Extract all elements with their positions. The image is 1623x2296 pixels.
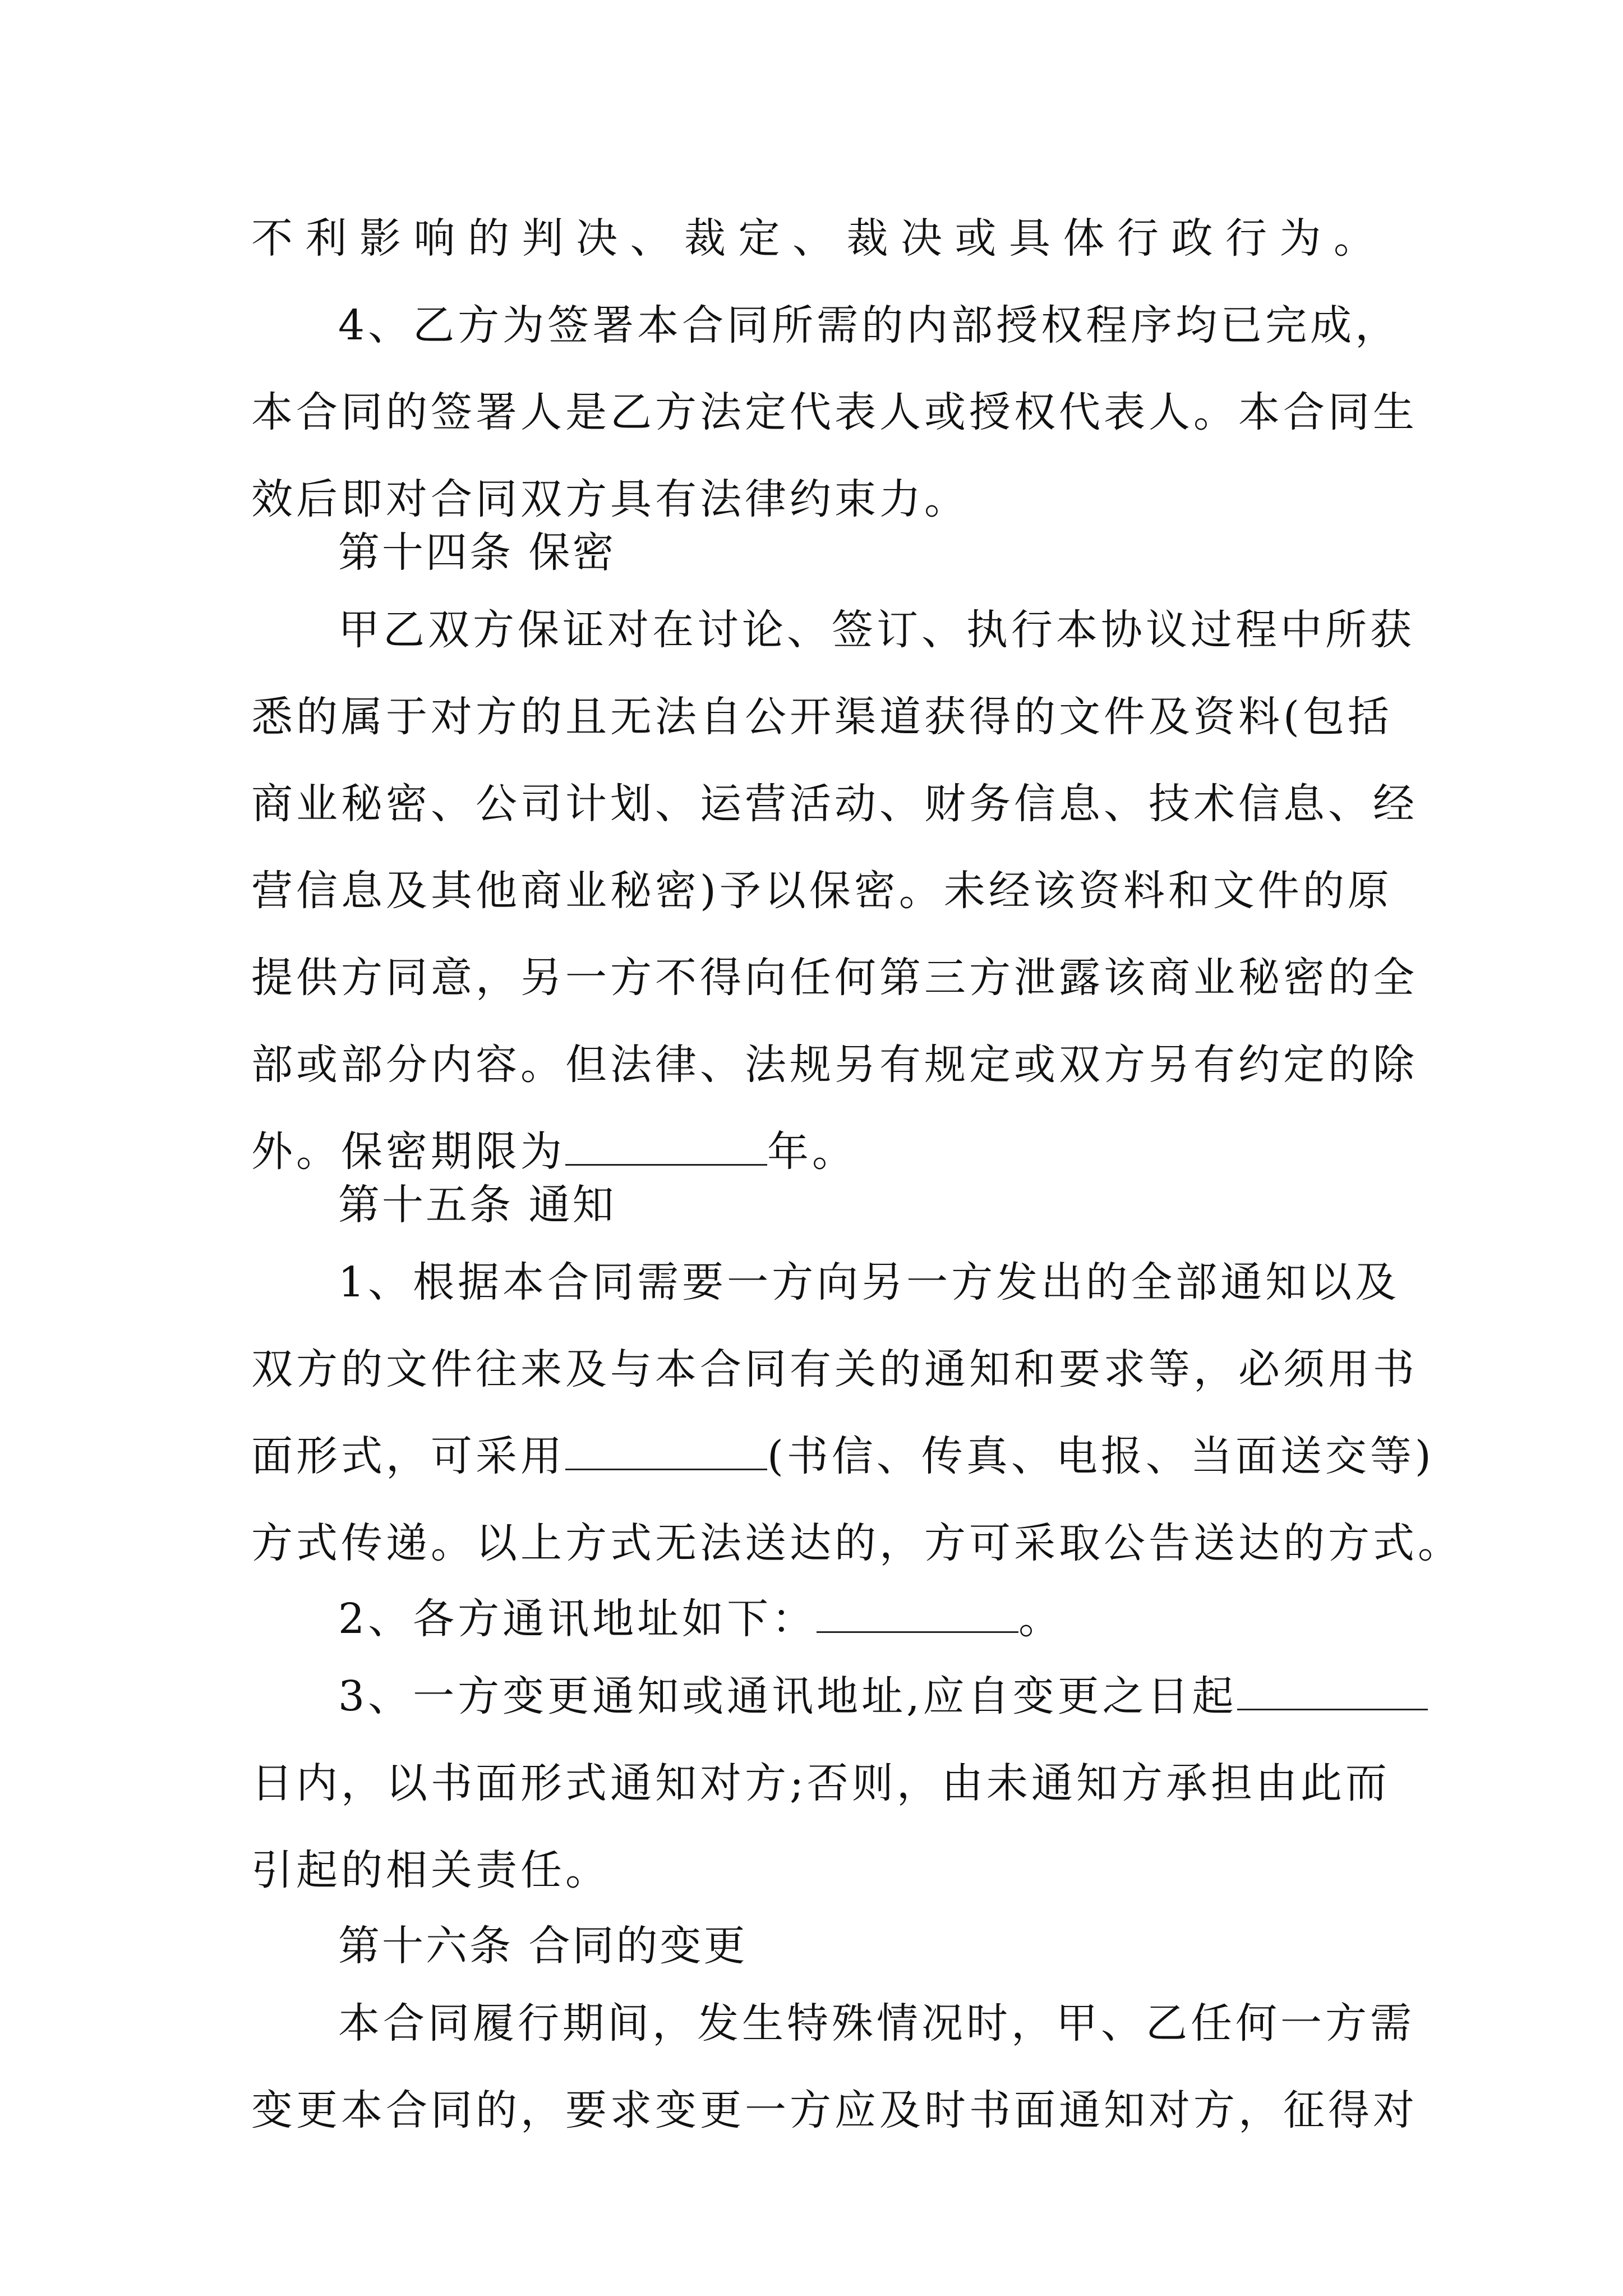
text-run: 4、乙方为签署本合同所需的内部授权程序均已完成，	[338, 301, 1400, 349]
paragraph-line	[338, 596, 1415, 664]
paragraph-line	[338, 1249, 1400, 1316]
text-run: 引起的相关责任。	[251, 1846, 610, 1894]
text-run: 营信息及其他商业秘密)予以保密。未经该资料和文件的原	[251, 867, 1393, 915]
text-run: 悉的属于对方的且无法自公开渠道获得的文件及资料(包括	[251, 693, 1393, 741]
text-run: 商业秘密、公司计划、运营活动、财务信息、技术信息、经	[251, 780, 1418, 828]
text-run: 2、各方通讯地址如下：	[338, 1595, 817, 1643]
paragraph-line	[251, 1750, 1390, 1817]
paragraph-line	[251, 379, 1418, 446]
text-run: 3、一方变更通知或通讯地址,应自变更之日起	[338, 1672, 1237, 1720]
fill-in-blank[interactable]	[565, 1125, 767, 1166]
text-run: 提供方同意，另一方不得向任何第三方泄露该商业秘密的全	[251, 954, 1418, 1002]
text-run: 。	[1018, 1595, 1064, 1643]
heading-text: 第十六条 合同的变更	[338, 1922, 748, 1970]
fill-in-blank[interactable]	[565, 1429, 767, 1470]
text-run: 效后即对合同双方具有法律约束力。	[251, 475, 969, 523]
text-run: 本合同的签署人是乙方法定代表人或授权代表人。本合同生	[251, 388, 1418, 436]
text-run: 双方的文件往来及与本合同有关的通知和要求等，必须用书	[251, 1345, 1418, 1393]
heading-text: 第十五条 通知	[338, 1181, 616, 1229]
paragraph-line	[251, 205, 1378, 272]
fill-in-blank[interactable]	[1237, 1669, 1428, 1710]
paragraph-line	[338, 1990, 1415, 2057]
paragraph-line	[338, 292, 1400, 359]
heading-text: 第十四条 保密	[338, 528, 616, 577]
text-run: 面形式，可采用	[251, 1432, 565, 1480]
paragraph-line	[251, 1510, 1463, 1577]
fill-in-blank[interactable]	[817, 1592, 1018, 1633]
paragraph-line	[251, 1423, 1435, 1490]
text-run: (书信、传真、电报、当面送交等)	[767, 1432, 1435, 1480]
text-run: 年。	[767, 1128, 857, 1176]
paragraph-line	[251, 1031, 1418, 1098]
paragraph-line	[251, 2077, 1418, 2144]
paragraph-line	[338, 1663, 1378, 1730]
text-run: 1、根据本合同需要一方向另一方发出的全部通知以及	[338, 1258, 1400, 1306]
text-run: 日内，以书面形式通知对方;否则，由未通知方承担由此而	[251, 1759, 1390, 1807]
paragraph-line	[338, 1585, 1378, 1653]
section-heading-14	[338, 519, 1378, 586]
text-run: 不利影响的判决、裁定、裁决或具体行政行为。	[251, 214, 1378, 263]
paragraph-line	[251, 683, 1393, 751]
paragraph-line	[251, 770, 1418, 838]
section-heading-15	[338, 1171, 1378, 1239]
text-run: 部或部分内容。但法律、法规另有规定或双方另有约定的除	[251, 1041, 1418, 1089]
paragraph-line	[251, 944, 1418, 1011]
text-run: 本合同履行期间，发生特殊情况时，甲、乙任何一方需	[338, 1999, 1415, 2047]
text-run: 外。保密期限为	[251, 1128, 565, 1176]
paragraph-line	[251, 1837, 1378, 1904]
text-run: 方式传递。以上方式无法送达的，方可采取公告送达的方式。	[251, 1519, 1463, 1567]
section-heading-16	[338, 1912, 1378, 1980]
text-run: 甲乙双方保证对在讨论、签订、执行本协议过程中所获	[338, 606, 1415, 654]
paragraph-line	[251, 1336, 1418, 1403]
text-run: 变更本合同的，要求变更一方应及时书面通知对方，征得对	[251, 2086, 1418, 2134]
paragraph-line	[251, 857, 1393, 924]
